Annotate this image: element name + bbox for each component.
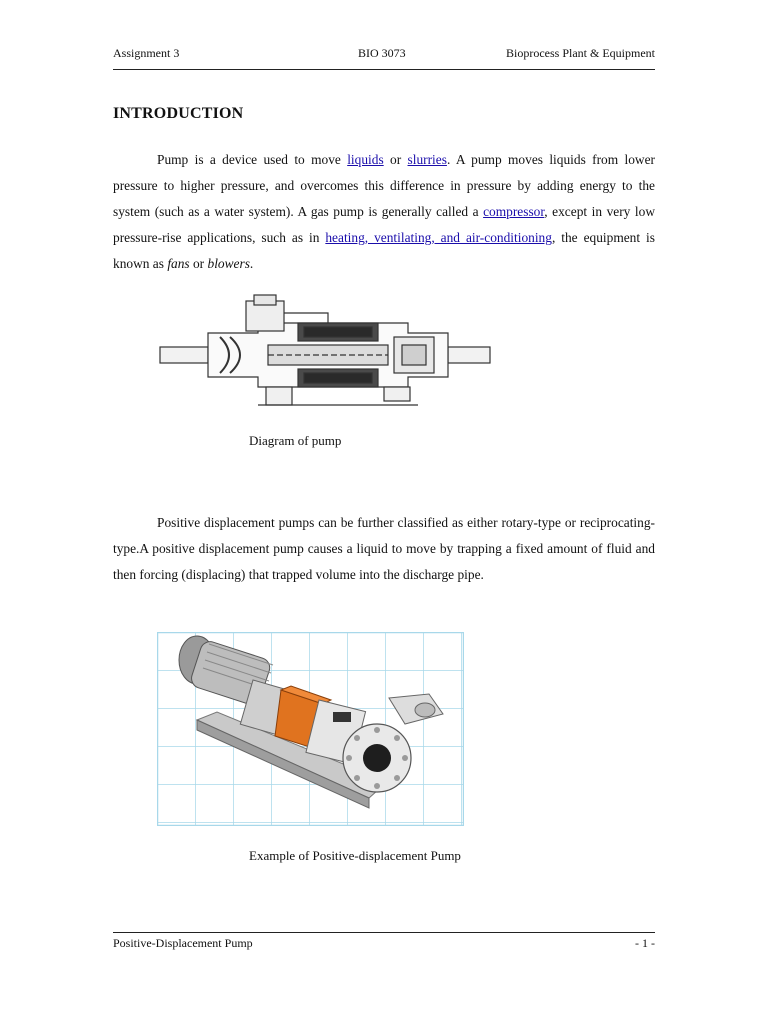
link-compressor[interactable]: compressor [483,204,545,219]
header-course-title: Bioprocess Plant & Equipment [506,46,655,60]
link-slurries[interactable]: slurries [407,152,447,167]
term-blowers: blowers [207,256,250,271]
page-number: - 1 - [635,936,655,950]
page-header [113,44,655,62]
header-course-code: BIO 3073 [358,46,406,60]
header-rule [113,69,655,70]
pump-diagram-figure [158,293,492,413]
section-heading: INTRODUCTION [113,105,244,122]
term-fans: fans [167,256,190,271]
pd-pump-photo-figure [157,632,464,826]
footer-title: Positive-Displacement Pump [113,936,253,950]
figure2-caption: Example of Positive-displacement Pump [249,848,461,863]
link-liquids[interactable]: liquids [347,152,384,167]
footer-rule [113,932,655,933]
page-footer [113,935,655,951]
positive-displacement-paragraph: Positive displacement pumps can be further classified as either rotary-type or reciprocating-type.A positive displacement pump causes a liquid to move by trapping a fixed amount of fluid and then forcing (displacing) that trapped volume into the discharge pipe. [113,515,655,582]
link-hvac[interactable]: heating, ventilating, and air-conditioning [325,230,552,245]
intro-paragraph: Pump is a device used to move liquids or slurries. A pump moves liquids from lower pressure to higher pressure, and overcomes this difference in pressure by adding energy to the system (such as a water system). A gas pump is generally called a compressor, except in very low pressure-rise applications, such as in heating, ventilating, and air-conditioning, the equipment is known as fans or blowers. [113,152,655,271]
figure1-caption: Diagram of pump [249,433,342,448]
header-assignment: Assignment 3 [113,46,180,60]
